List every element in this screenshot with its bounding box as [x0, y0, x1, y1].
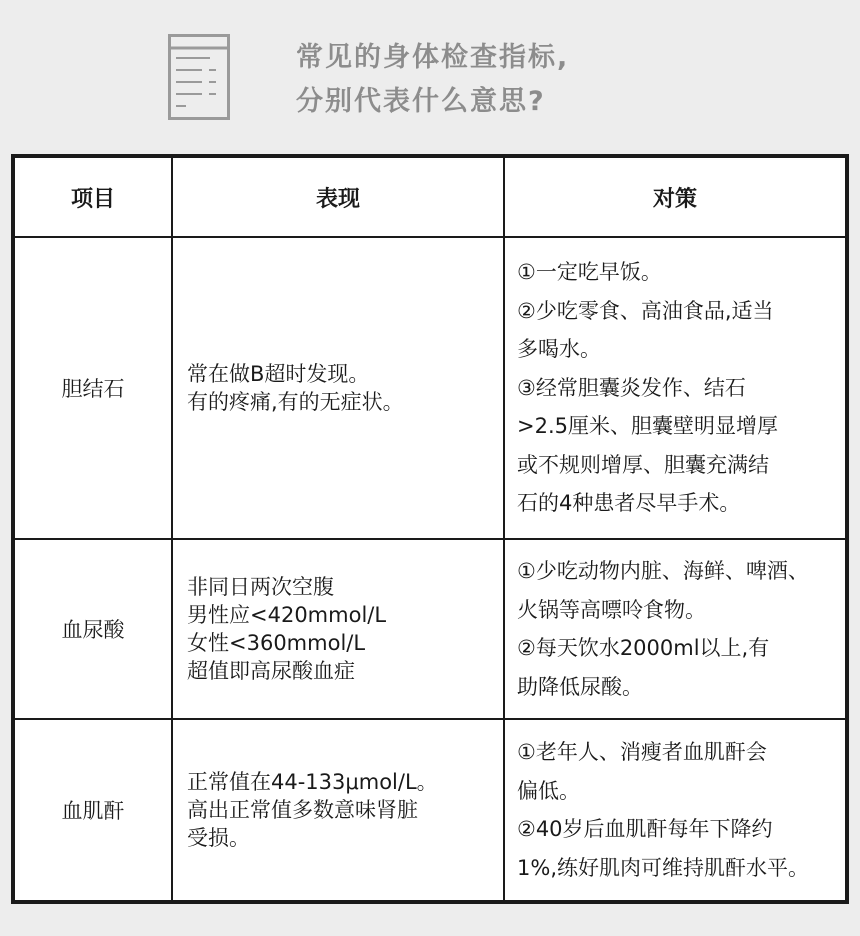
advice-text [505, 733, 817, 887]
advice-line: >2.5厘米、胆囊壁明显增厚 [517, 414, 778, 439]
item-name: 血肌酐 [61, 799, 125, 823]
item-cell [15, 238, 171, 538]
advice-line: 多喝水。 [517, 337, 601, 362]
item-name: 血尿酸 [61, 618, 125, 642]
column-header-item: 项目 [70, 186, 115, 212]
header-cell-item [15, 158, 171, 236]
table-row [15, 538, 845, 718]
advice-line: ②少吃零食、高油食品,适当 [517, 298, 774, 323]
advice-line: ①老年人、消瘦者血肌酐会 [517, 740, 767, 764]
column-header-advice: 对策 [652, 186, 697, 212]
table-row [15, 236, 845, 538]
title-line-1: 常见的身体检查指标, [296, 42, 570, 73]
advice-line: 助降低尿酸。 [517, 674, 643, 699]
advice-line: 石的4种患者尽早手术。 [517, 491, 741, 516]
table-row [15, 718, 845, 900]
document-list-icon [168, 34, 230, 120]
header-cell-advice [503, 158, 845, 236]
advice-cell [503, 238, 845, 538]
presentation-text: 常在做B超时发现。 有的疼痛,有的无症状。 [187, 362, 404, 414]
item-name: 胆结石 [61, 377, 125, 401]
presentation-cell [171, 720, 503, 900]
advice-line: 偏低。 [517, 778, 580, 803]
advice-text [505, 552, 817, 706]
column-header-presentation: 表现 [315, 186, 360, 212]
advice-line: ②每天饮水2000ml以上,有 [517, 636, 770, 660]
advice-line: ③经常胆囊炎发作、结石 [517, 375, 746, 400]
presentation-text: 非同日两次空腹 男性应<420mmol/L 女性<360mmol/L 超值即高尿酸血症 [187, 575, 387, 683]
advice-cell [503, 720, 845, 900]
item-cell [15, 720, 171, 900]
advice-cell [503, 540, 845, 718]
advice-text [505, 253, 786, 523]
title-line-2: 分别代表什么意思? [296, 86, 546, 117]
header [0, 0, 860, 150]
presentation-cell [171, 540, 503, 718]
advice-line: 火锅等高嘌呤食物。 [517, 597, 706, 622]
table-header-row [15, 158, 845, 236]
page-title [296, 36, 569, 124]
advice-line: 1%,练好肌肉可维持肌酐水平。 [517, 855, 809, 880]
advice-line: ①一定吃早饭。 [517, 260, 662, 285]
advice-line: 或不规则增厚、胆囊充满结 [517, 452, 769, 477]
advice-line: ①少吃动物内脏、海鲜、啤酒、 [517, 559, 809, 583]
presentation-text: 正常值在44-133μmol/L。 高出正常值多数意味肾脏 受损。 [187, 770, 438, 850]
item-cell [15, 540, 171, 718]
header-cell-presentation [171, 158, 503, 236]
presentation-cell [171, 238, 503, 538]
advice-line: ②40岁后血肌酐每年下降约 [517, 817, 773, 841]
health-indicators-table [11, 154, 849, 904]
